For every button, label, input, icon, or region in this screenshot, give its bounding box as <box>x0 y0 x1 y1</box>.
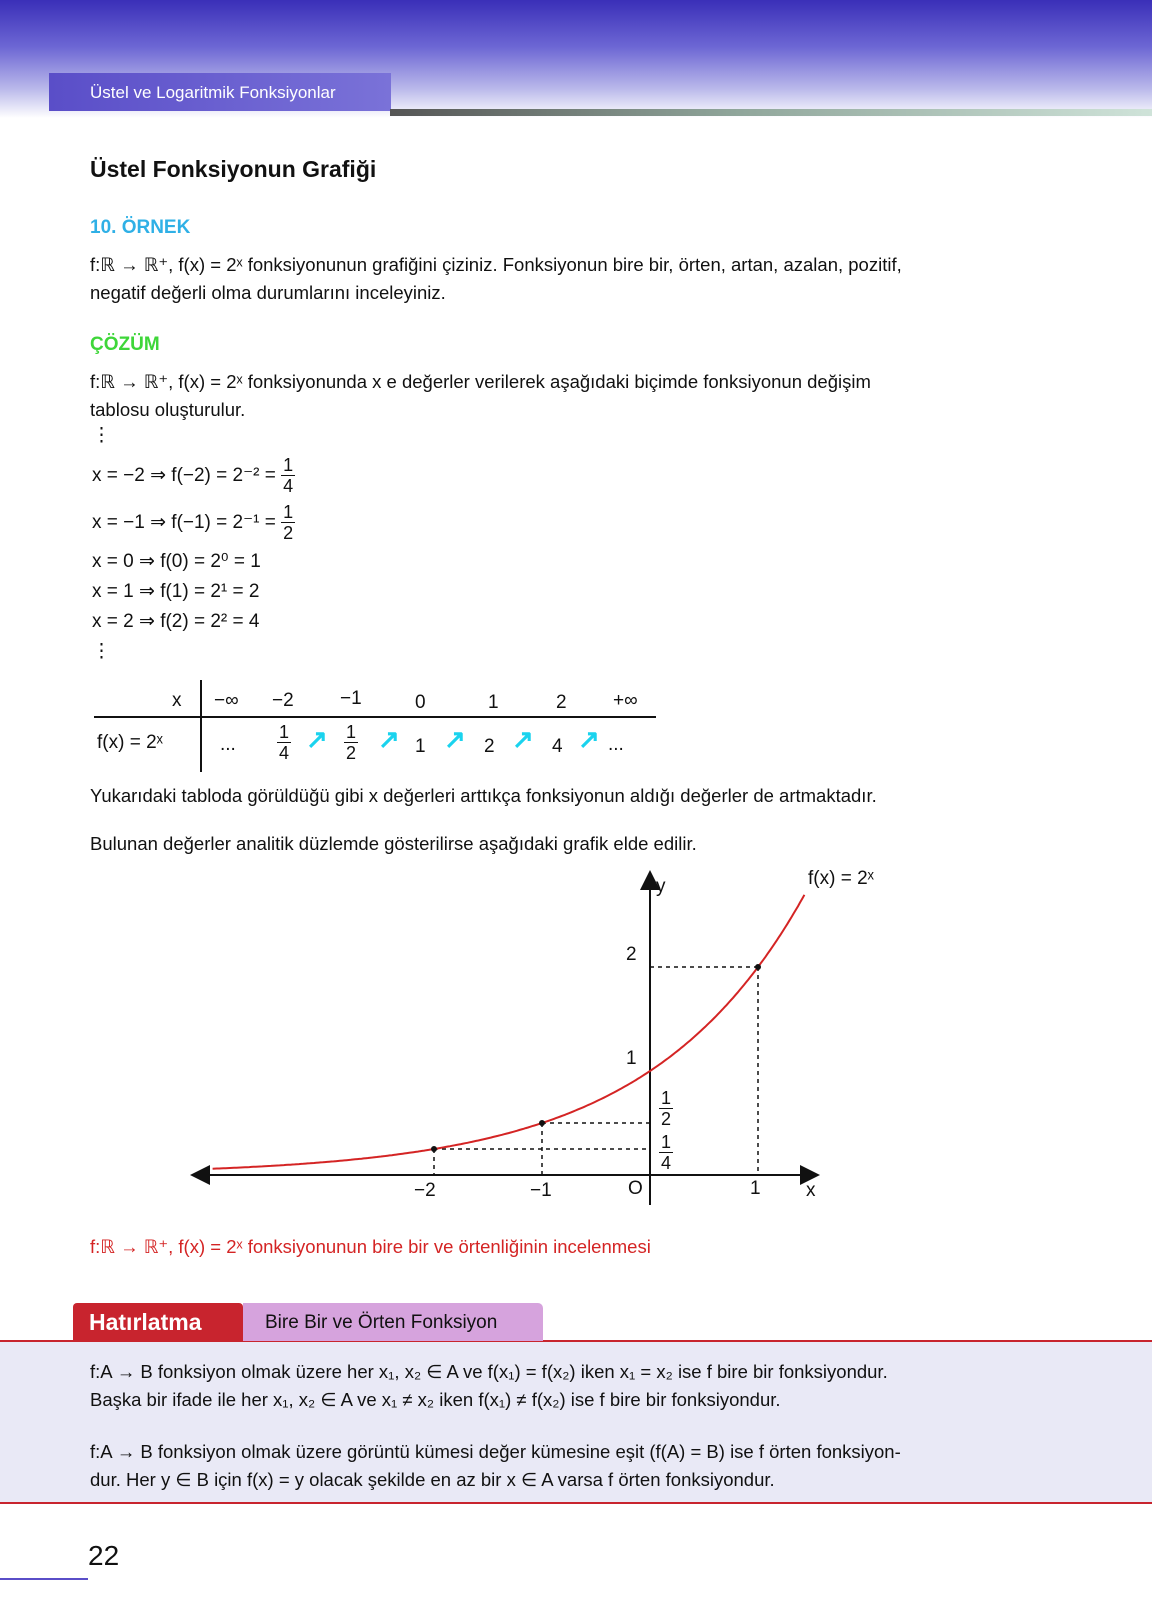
equation-3: x = 0 ⇒ f(0) = 2⁰ = 1 <box>92 551 261 572</box>
reminder-tag: Hatırlatma <box>73 1303 243 1341</box>
increase-arrow-icon: ↗ <box>444 724 466 754</box>
table-x-pos-inf: +∞ <box>613 690 638 711</box>
example-text-2: negatif değerli olma durumlarını inceleyiniz. <box>90 282 446 303</box>
increase-arrow-icon: ↗ <box>512 724 534 754</box>
text-graph-intro: Bulunan değerler analitik düzlemde gösterilirse aşağıdaki grafik elde edilir. <box>90 833 697 854</box>
equation-1: x = −2 ⇒ f(−2) = 2⁻² = <box>92 465 276 486</box>
table-x-neg-inf: −∞ <box>214 690 239 711</box>
text-after-table: Yukarıdaki tabloda görüldüğü gibi x değerleri arttıkça fonksiyonun aldığı değerler de artmaktadır. <box>90 785 877 806</box>
curve-label: f(x) = 2ˣ <box>808 868 874 889</box>
increase-arrow-icon: ↗ <box>578 724 600 754</box>
table-x-2: 2 <box>556 692 567 713</box>
table-f-1: 1 <box>415 736 426 757</box>
equation-4: x = 1 ⇒ f(1) = 2¹ = 2 <box>92 581 260 602</box>
example-func: f:ℝ → ℝ⁺, f(x) = 2ˣ <box>90 254 243 275</box>
x-tick-neg1: −1 <box>530 1180 552 1201</box>
table-x-neg1: −1 <box>340 688 362 709</box>
example-label: 10. ÖRNEK <box>90 217 191 238</box>
curve-point <box>539 1120 545 1126</box>
x-tick-neg2: −2 <box>414 1180 436 1201</box>
solution-label: ÇÖZÜM <box>90 334 160 355</box>
table-ellipsis-left: ... <box>220 734 236 755</box>
solution-text-1: fonksiyonunda x e değerler verilerek aşağıdaki biçimde fonksiyonun değişim <box>247 371 871 392</box>
table-x-neg2: −2 <box>272 690 294 711</box>
equation-row-1 <box>92 455 295 496</box>
table-vline <box>200 680 202 772</box>
reminder-title: Bire Bir ve Örten Fonksiyon <box>243 1303 543 1341</box>
chapter-title: Üstel ve Logaritmik Fonksiyonlar <box>49 73 391 111</box>
y-tick-2: 2 <box>626 944 637 965</box>
solution-func: f:ℝ → ℝ⁺, f(x) = 2ˣ <box>90 371 243 392</box>
vertical-dots-bottom: ⋮ <box>92 641 111 662</box>
table-f-4: 4 <box>552 736 563 757</box>
table-x-label: x <box>172 690 182 711</box>
table-ellipsis-right: ... <box>608 734 624 755</box>
table-fx-label: f(x) = 2ˣ <box>97 732 163 753</box>
curve-point <box>755 964 761 970</box>
exponential-curve <box>213 895 805 1169</box>
solution-text-2: tablosu oluşturulur. <box>90 399 246 420</box>
example-text-1: fonksiyonunun grafiğini çiziniz. Fonksiyonun bire bir, örten, artan, azalan, pozitif, <box>247 254 902 275</box>
curve-point <box>431 1146 437 1152</box>
equation-5: x = 2 ⇒ f(2) = 2² = 4 <box>92 611 260 632</box>
y-tick-half: $\frac{1}{2}$ <box>661 1088 672 1129</box>
y-tick-quarter: $\frac{1}{4}$ <box>661 1132 672 1173</box>
section-title: Üstel Fonksiyonun Grafiği <box>90 156 377 182</box>
reminder-line-1: f:A → B fonksiyon olmak üzere her x₁, x₂ ∈ A ve f(x₁) = f(x₂) iken x₁ = x₂ ise f bire bir fonksiyondur. <box>90 1361 888 1382</box>
example-line-1 <box>90 251 902 278</box>
table-x-1: 1 <box>488 692 499 713</box>
page-number: 22 <box>88 1540 120 1571</box>
solution-line-1 <box>90 368 871 395</box>
equation-row-2 <box>92 502 295 543</box>
table-f-2: 2 <box>484 736 495 757</box>
x-tick-1: 1 <box>750 1178 761 1199</box>
graph-caption: f:ℝ → ℝ⁺, f(x) = 2ˣ fonksiyonunun bire bir ve örtenliğinin incelenmesi <box>90 1236 651 1257</box>
equation-2: x = −1 ⇒ f(−1) = 2⁻¹ = <box>92 512 276 533</box>
table-x-0: 0 <box>415 692 426 713</box>
fraction-one-half: $\frac{1}{2}$ <box>283 502 294 543</box>
exponential-graph <box>0 860 1152 1220</box>
origin-label: O <box>628 1178 643 1199</box>
header-rule <box>390 109 1152 116</box>
y-tick-1: 1 <box>626 1048 637 1069</box>
reminder-line-3: f:A → B fonksiyon olmak üzere görüntü kümesi değer kümesine eşit (f(A) = B) ise f örten fonksiyon- <box>90 1441 901 1462</box>
reminder-line-2: Başka bir ifade ile her x₁, x₂ ∈ A ve x₁ ≠ x₂ iken f(x₁) ≠ f(x₂) ise f bire bir fonksiyondur. <box>90 1389 781 1410</box>
y-axis-label: y <box>656 876 666 897</box>
page-number-rule <box>0 1578 88 1580</box>
increase-arrow-icon: ↗ <box>378 724 400 754</box>
fraction-one-quarter: $\frac{1}{4}$ <box>283 455 294 496</box>
table-f-quarter: $\frac{1}{4}$ <box>279 722 290 763</box>
table-f-half: $\frac{1}{2}$ <box>346 722 357 763</box>
vertical-dots-top: ⋮ <box>92 425 111 446</box>
increase-arrow-icon: ↗ <box>306 724 328 754</box>
table-hline <box>94 716 656 718</box>
x-axis-label: x <box>806 1180 816 1201</box>
reminder-line-4: dur. Her y ∈ B için f(x) = y olacak şekilde en az bir x ∈ A varsa f örten fonksiyondur. <box>90 1469 775 1490</box>
